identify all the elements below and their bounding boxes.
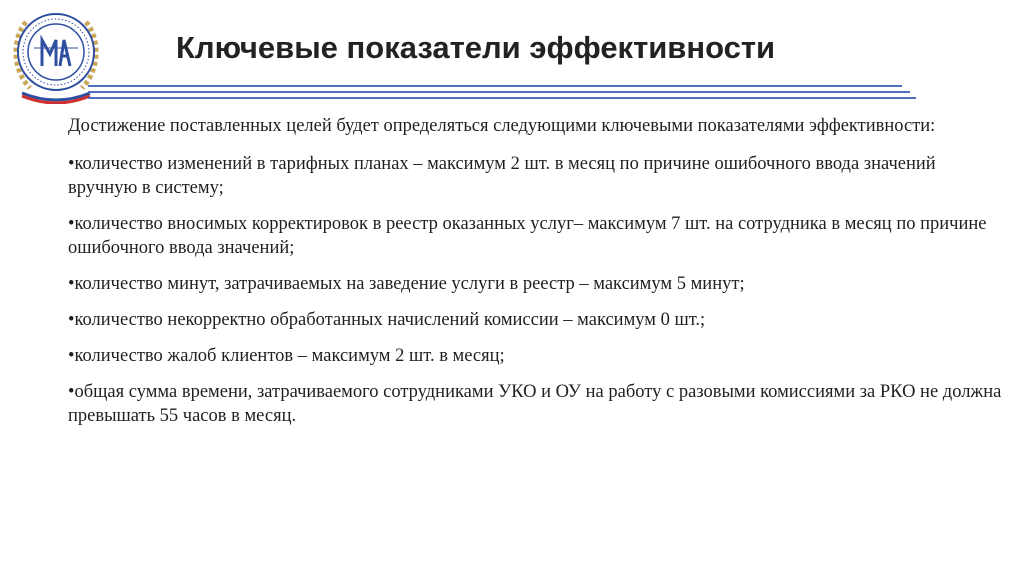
intro-paragraph: Достижение поставленных целей будет определяться следующими ключевыми показателями эффективности: (68, 116, 936, 136)
title-underline (88, 91, 910, 93)
slide-body (68, 114, 1008, 440)
bullet-item: •количество жалоб клиентов – максимум 2 шт. в месяц; (68, 346, 505, 366)
title-underline (88, 85, 902, 87)
page-title: Ключевые показатели эффективности (176, 30, 776, 65)
title-underline (88, 97, 916, 99)
bullet-item: •общая сумма времени, затрачиваемого сотрудниками УКО и ОУ на работу с разовыми комиссиями за РКО не должна превышать 55 часов в месяц. (68, 382, 1002, 426)
university-emblem-logo (4, 4, 108, 104)
bullet-item: •количество вносимых корректировок в реестр оказанных услуг– максимум 7 шт. на сотрудника в месяц по причине ошибочного ввода значений; (68, 214, 987, 258)
bullet-item: •количество изменений в тарифных планах – максимум 2 шт. в месяц по причине ошибочного ввода значений вручную в систему; (68, 154, 936, 198)
bullet-item: •количество минут, затрачиваемых на заведение услуги в реестр – максимум 5 минут; (68, 274, 745, 294)
bullet-item: •количество некорректно обработанных начислений комиссии – максимум 0 шт.; (68, 310, 706, 330)
